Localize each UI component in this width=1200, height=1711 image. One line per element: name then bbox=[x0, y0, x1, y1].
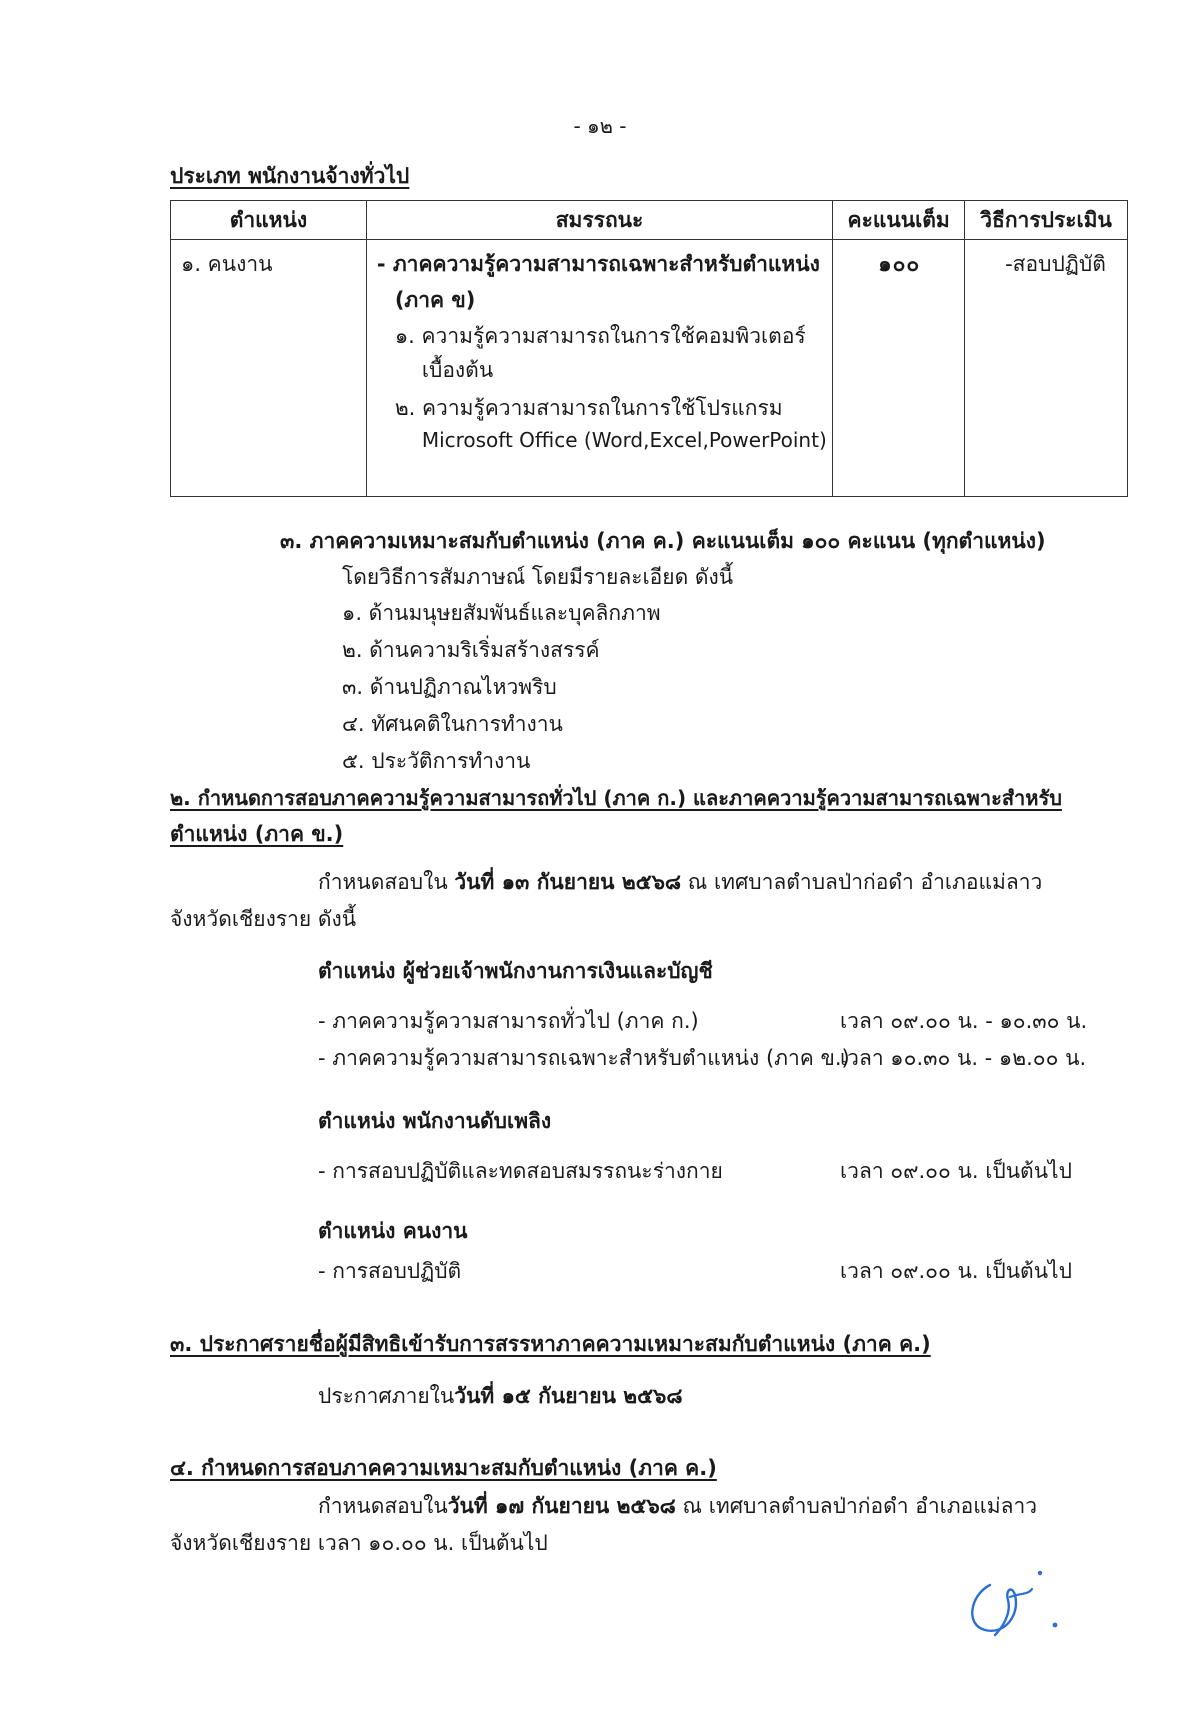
section2-para-line2: จังหวัดเชียงราย ดังนี้ bbox=[170, 907, 357, 931]
competency-line-1: - ภาคความรู้ความสามารถเฉพาะสำหรับตำแหน่ง bbox=[376, 252, 820, 276]
competency-line-5: ๒. ความรู้ความสามารถในการใช้โปรแกรม bbox=[394, 396, 783, 420]
part-c-title: ๓. ภาคความเหมาะสมกับตำแหน่ง (ภาค ค.) คะแนนเต็ม ๑๐๐ คะแนน (ทุกตำแหน่ง) bbox=[280, 529, 1046, 553]
group-heading-finance: ตำแหน่ง ผู้ช่วยเจ้าพนักงานการเงินและบัญชี bbox=[318, 959, 713, 983]
section4-para-prefix: กำหนดสอบใน bbox=[318, 1494, 448, 1518]
cell-method bbox=[965, 240, 1128, 497]
section2-title-line2: ตำแหน่ง (ภาค ข.) bbox=[170, 822, 344, 846]
competency-line-3: ๑. ความรู้ความสามารถในการใช้คอมพิวเตอร์ bbox=[394, 324, 806, 348]
part-c-item-3: ๓. ด้านปฏิภาณไหวพริบ bbox=[342, 675, 557, 699]
cell-position bbox=[171, 240, 367, 497]
section4-exam-date: วันที่ ๑๗ กันยายน ๒๕๖๘ bbox=[447, 1494, 676, 1518]
schedule-row-time: เวลา ๑๐.๓๐ น. - ๑๒.๐๐ น. bbox=[840, 1046, 1087, 1070]
header-method: วิธีการประเมิน bbox=[965, 201, 1128, 240]
part-c-item-5: ๕. ประวัติการทำงาน bbox=[342, 749, 531, 773]
section2-paragraph bbox=[318, 866, 1042, 899]
table-row bbox=[171, 240, 1128, 497]
part-c-item-1: ๑. ด้านมนุษยสัมพันธ์และบุคลิกภาพ bbox=[342, 601, 661, 625]
schedule-row-time: เวลา ๐๙.๐๐ น. เป็นต้นไป bbox=[840, 1259, 1072, 1283]
schedule-row-label: - การสอบปฏิบัติและทดสอบสมรรถนะร่างกาย bbox=[318, 1159, 723, 1183]
section3-paragraph bbox=[318, 1380, 683, 1413]
schedule-row-label: - การสอบปฏิบัติ bbox=[318, 1259, 462, 1283]
signature-initials bbox=[960, 1555, 1070, 1645]
schedule-row-time: เวลา ๐๙.๐๐ น. เป็นต้นไป bbox=[840, 1159, 1072, 1183]
competency-table bbox=[170, 200, 1128, 497]
page-number: - ๑๒ - bbox=[573, 114, 627, 138]
schedule-row-time: เวลา ๐๙.๐๐ น. - ๑๐.๓๐ น. bbox=[840, 1009, 1088, 1033]
section3-title: ๓. ประกาศรายชื่อผู้มีสิทธิเข้ารับการสรรหาภาคความเหมาะสมกับตำแหน่ง (ภาค ค.) bbox=[170, 1332, 931, 1356]
section4-title: ๔. กำหนดการสอบภาคความเหมาะสมกับตำแหน่ง (ภาค ค.) bbox=[170, 1456, 717, 1480]
category-title: ประเภท พนักงานจ้างทั่วไป bbox=[170, 164, 410, 188]
table-header-row bbox=[171, 201, 1128, 240]
competency-line-6: Microsoft Office (Word,Excel,PowerPoint) bbox=[421, 428, 827, 452]
schedule-row-label: - ภาคความรู้ความสามารถทั่วไป (ภาค ก.) bbox=[318, 1009, 699, 1033]
section4-paragraph bbox=[318, 1490, 1037, 1523]
competency-line-2: (ภาค ข) bbox=[394, 288, 476, 312]
cell-score bbox=[833, 240, 965, 497]
group-heading-firefighter: ตำแหน่ง พนักงานดับเพลิง bbox=[318, 1109, 552, 1133]
cell-competency bbox=[366, 240, 832, 497]
section3-para-prefix: ประกาศภายใน bbox=[318, 1384, 455, 1408]
group-heading-worker: ตำแหน่ง คนงาน bbox=[318, 1219, 468, 1243]
section4-para-suffix: ณ เทศบาลตำบลป่าก่อดำ อำเภอแม่ลาว bbox=[675, 1494, 1038, 1518]
header-competency: สมรรถนะ bbox=[366, 201, 832, 240]
header-position: ตำแหน่ง bbox=[171, 201, 367, 240]
method-text: -สอบปฏิบัติ bbox=[1005, 252, 1106, 276]
competency-line-4: เบื้องต้น bbox=[421, 358, 494, 382]
section2-para-suffix: ณ เทศบาลตำบลป่าก่อดำ อำเภอแม่ลาว bbox=[681, 870, 1043, 894]
header-score: คะแนนเต็ม bbox=[833, 201, 965, 240]
part-c-item-2: ๒. ด้านความริเริ่มสร้างสรรค์ bbox=[342, 638, 600, 662]
position-text: ๑. คนงาน bbox=[181, 252, 273, 276]
part-c-intro: โดยวิธีการสัมภาษณ์ โดยมีรายละเอียด ดังนี้ bbox=[342, 565, 734, 589]
section3-announce-date: วันที่ ๑๕ กันยายน ๒๕๖๘ bbox=[454, 1384, 683, 1408]
section4-para-line2: จังหวัดเชียงราย เวลา ๑๐.๐๐ น. เป็นต้นไป bbox=[170, 1531, 548, 1555]
score-text: ๑๐๐ bbox=[878, 252, 921, 276]
schedule-row-label: - ภาคความรู้ความสามารถเฉพาะสำหรับตำแหน่ง (ภาค ข.) bbox=[318, 1046, 850, 1070]
section2-para-prefix: กำหนดสอบใน bbox=[318, 870, 455, 894]
part-c-item-4: ๔. ทัศนคติในการทำงาน bbox=[342, 712, 563, 736]
section2-title-line1: ๒. กำหนดการสอบภาคความรู้ความสามารถทั่วไป (ภาค ก.) และภาคความรู้ความสามารถเฉพาะสำหรับ bbox=[170, 786, 1062, 810]
section2-exam-date: วันที่ ๑๓ กันยายน ๒๕๖๘ bbox=[454, 870, 682, 894]
